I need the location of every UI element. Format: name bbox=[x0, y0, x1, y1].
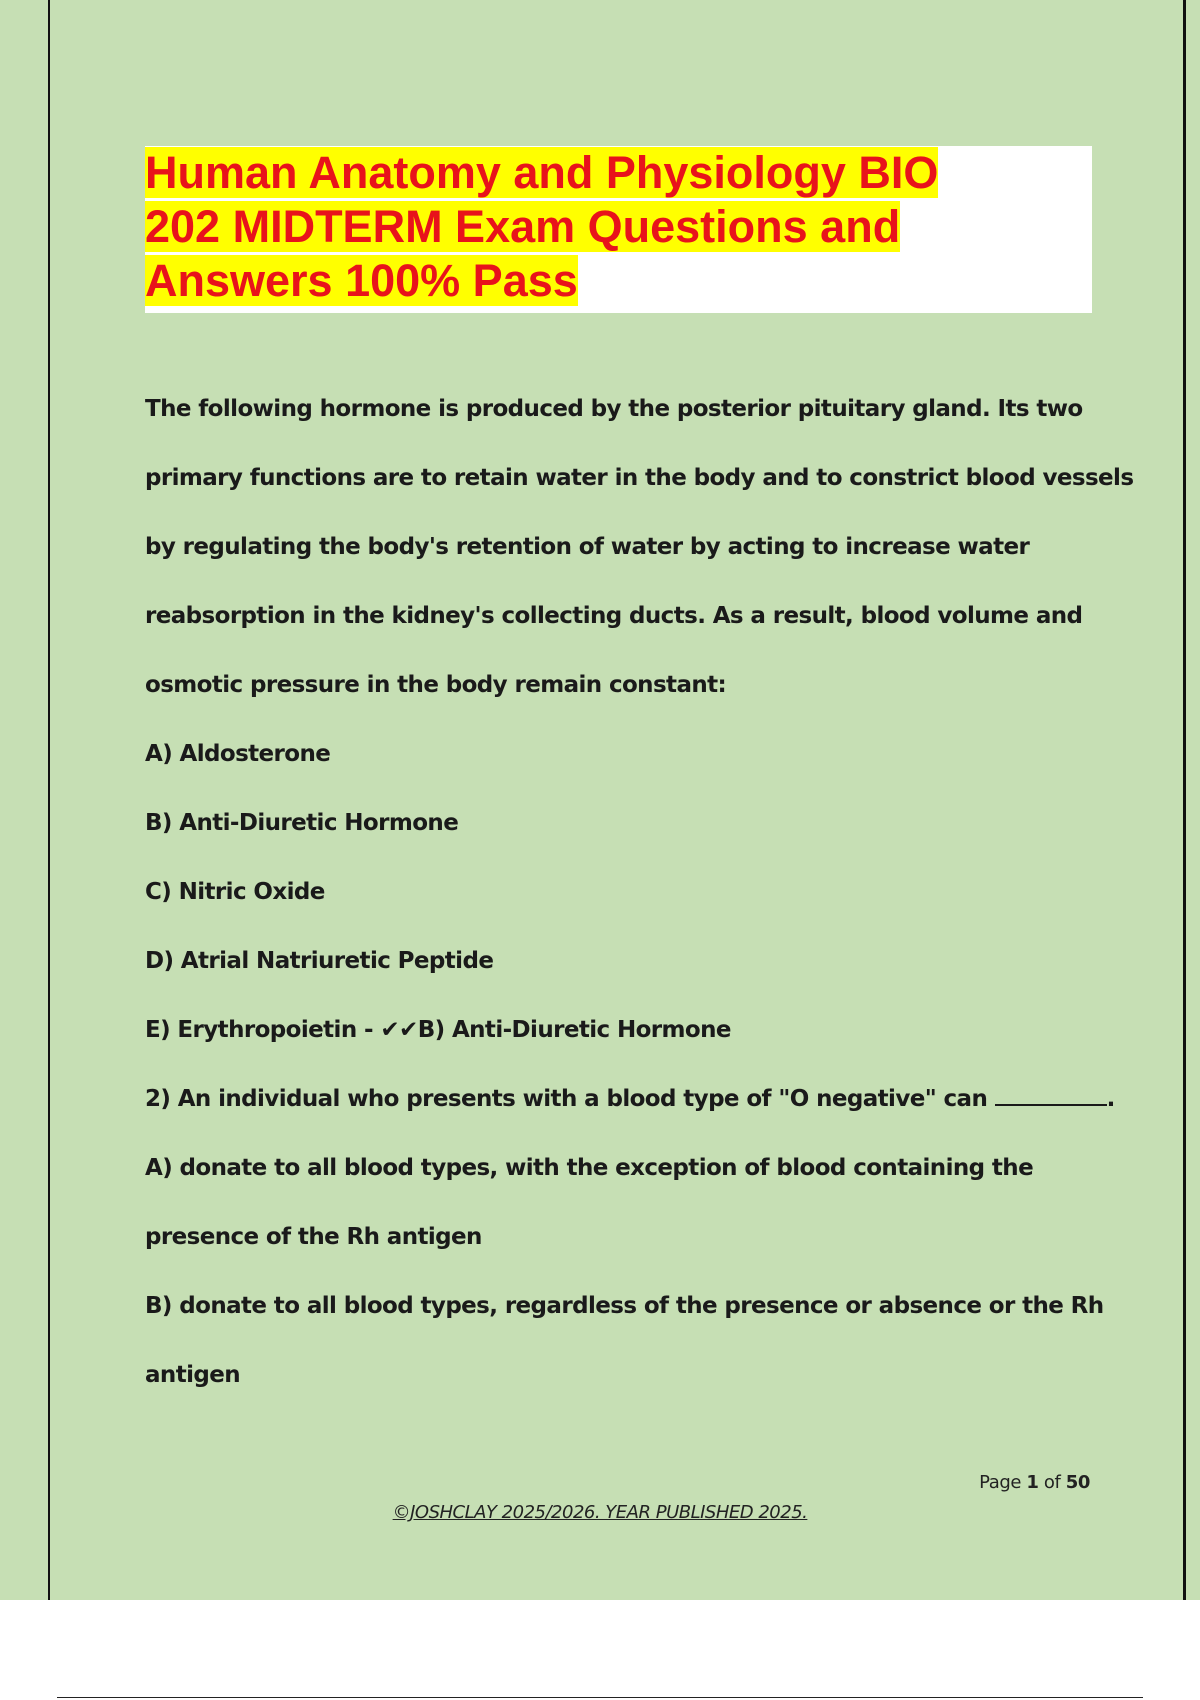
question-1-line: primary functions are to retain water in the body and to constrict blood vessels bbox=[145, 465, 1134, 491]
question-1-line: osmotic pressure in the body remain constant: bbox=[145, 672, 727, 698]
question-1-line: by regulating the body's retention of water by acting to increase water bbox=[145, 534, 1030, 560]
question-1-option: C) Nitric Oxide bbox=[145, 879, 325, 905]
title-line: 202 MIDTERM Exam Questions and bbox=[145, 201, 901, 252]
copyright-footer: ©JOSHCLAY 2025/2026. YEAR PUBLISHED 2025. bbox=[392, 1502, 808, 1523]
page-border-left bbox=[48, 0, 50, 1600]
bottom-rule bbox=[57, 1697, 1143, 1698]
question-1-option: A) Aldosterone bbox=[145, 741, 331, 767]
document-title bbox=[145, 146, 1025, 308]
page-total: 50 bbox=[1065, 1472, 1090, 1493]
question-1-option: B) Anti-Diuretic Hormone bbox=[145, 810, 459, 836]
question-2-option-line: A) donate to all blood types, with the exception of blood containing the bbox=[145, 1155, 1034, 1181]
title-box bbox=[145, 146, 1092, 313]
question-2-stem-text: 2) An individual who presents with a blood type of "O negative" can bbox=[145, 1086, 988, 1112]
question-1-option: D) Atrial Natriuretic Peptide bbox=[145, 948, 494, 974]
page-of: of bbox=[1043, 1472, 1061, 1493]
question-content bbox=[145, 375, 1134, 1410]
title-line: Human Anatomy and Physiology BIO bbox=[145, 147, 939, 198]
question-1-line: reabsorption in the kidney's collecting ducts. As a result, blood volume and bbox=[145, 603, 1083, 629]
question-2-stem bbox=[145, 1065, 1115, 1134]
page-label: Page bbox=[979, 1472, 1022, 1493]
question-2-stem-end: . bbox=[1106, 1086, 1115, 1112]
question-2-option-line: antigen bbox=[145, 1362, 241, 1388]
page-current: 1 bbox=[1026, 1472, 1039, 1493]
page-number bbox=[960, 1472, 1090, 1493]
title-line: Answers 100% Pass bbox=[145, 255, 578, 306]
question-2-option-line: B) donate to all blood types, regardless of the presence or absence or the Rh bbox=[145, 1293, 1104, 1319]
page-border-right bbox=[1183, 0, 1186, 1600]
answer-blank bbox=[995, 1086, 1107, 1106]
question-2-option-line: presence of the Rh antigen bbox=[145, 1224, 482, 1250]
question-1-line: The following hormone is produced by the posterior pituitary gland. Its two bbox=[145, 396, 1083, 422]
question-1-answer: E) Erythropoietin - ✔✔B) Anti-Diuretic Hormone bbox=[145, 1017, 731, 1043]
